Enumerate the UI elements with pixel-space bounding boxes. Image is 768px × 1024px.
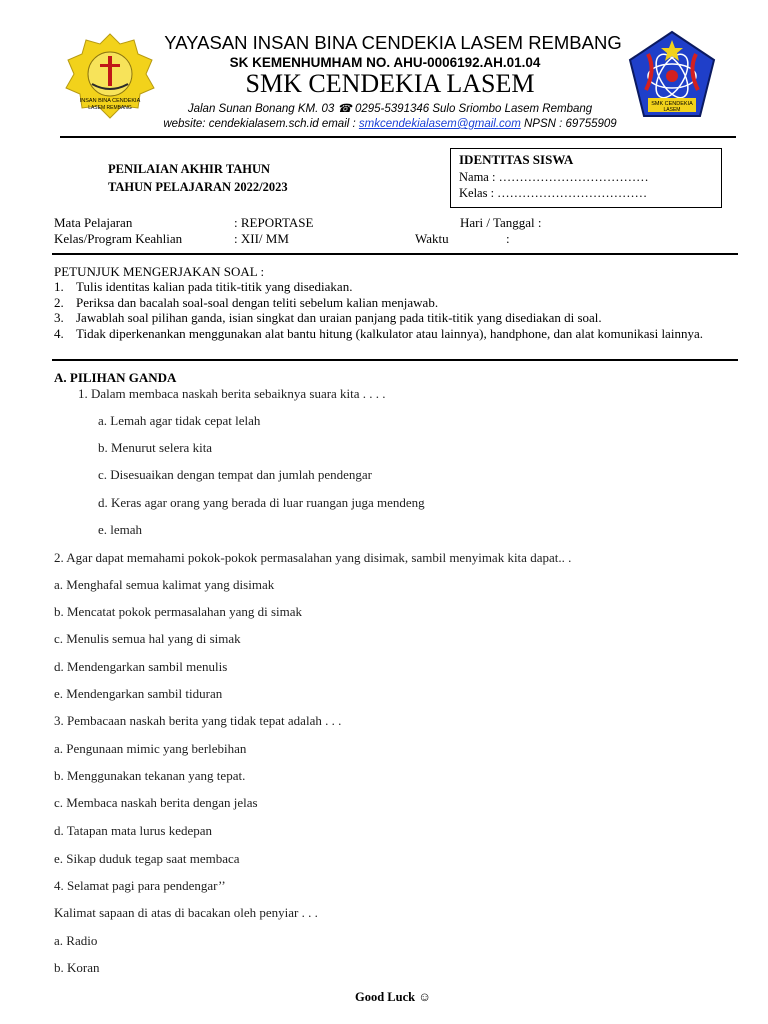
name-field[interactable]: Nama : ……………………………… [459, 170, 649, 184]
question-4-prompt: Kalimat sapaan di atas di bacakan oleh penyiar . . . [54, 905, 318, 920]
option-2b[interactable]: b. Mencatat pokok permasalahan yang di simak [54, 604, 303, 619]
program-value: : XII/ MM [234, 231, 289, 246]
option-2a[interactable]: a. Menghafal semua kalimat yang disimak [54, 577, 275, 592]
exam-year: TAHUN PELAJARAN 2022/2023 [108, 180, 288, 194]
instruction-number: 3. [54, 310, 64, 325]
email-link[interactable]: smkcendekialasem@gmail.com [358, 118, 521, 130]
exam-title: PENILAIAN AKHIR TAHUN [108, 162, 271, 176]
instruction-item [54, 279, 732, 295]
instruction-item [54, 326, 732, 342]
option-2e[interactable]: e. Mendengarkan sambil tiduran [54, 686, 223, 701]
option-1d[interactable]: d. Keras agar orang yang berada di luar ruangan juga mendeng [98, 495, 425, 510]
logo-right-text: SMK CENDEKIA [651, 101, 693, 107]
time-label: Waktu [415, 231, 449, 246]
time-colon: : [506, 231, 510, 246]
question-2: 2. Agar dapat memahami pokok-pokok permasalahan yang disimak, sambil menyimak kita dapat.. . [54, 550, 572, 565]
question-1: 1. Dalam membaca naskah berita sebaiknya suara kita . . . . [78, 386, 386, 401]
instruction-text: Periksa dan bacalah soal-soal dengan teliti sebelum kalian menjawab. [76, 294, 439, 310]
subject-label: Mata Pelajaran [54, 215, 133, 230]
option-1c[interactable]: c. Disesuaikan dengan tempat dan jumlah pendengar [98, 467, 372, 482]
logo-left-text: INSAN BINA CENDEKIA [79, 98, 141, 104]
option-3b[interactable]: b. Menggunakan tekanan yang tepat. [54, 768, 246, 783]
option-4a[interactable]: a. Radio [54, 933, 98, 948]
option-1a[interactable]: a. Lemah agar tidak cepat lelah [98, 413, 261, 428]
instruction-item [54, 310, 732, 326]
subject-value: : REPORTASE [234, 215, 314, 230]
website-text: website: cendekialasem.sch.id email : [163, 118, 359, 130]
date-label: Hari / Tanggal : [460, 215, 542, 230]
instruction-number: 1. [54, 279, 64, 294]
program-label: Kelas/Program Keahlian [54, 231, 183, 246]
section-a-title: A. PILIHAN GANDA [54, 370, 177, 385]
instruction-text: Jawablah soal pilihan ganda, isian singkat dan uraian panjang pada titik-titik yang disediakan di soal. [76, 310, 602, 325]
instruction-text: Tidak diperkenankan menggunakan alat bantu hitung (kalkulator atau lainnya), handphone, dan alat komunikasi lainnya. [76, 325, 703, 341]
instruction-text: Tulis identitas kalian pada titik-titik yang disediakan. [76, 279, 353, 294]
option-3e[interactable]: e. Sikap duduk tegap saat membaca [54, 851, 240, 866]
meta-divider [52, 253, 738, 255]
logo-left-sub: LASEM REMBANG [88, 105, 132, 111]
school-name: SMK CENDEKIA LASEM [245, 69, 535, 98]
option-4b[interactable]: b. Koran [54, 960, 100, 975]
school-address: Jalan Sunan Bonang KM. 03 ☎ 0295-5391346 Sulo Sriombo Lasem Rembang [187, 103, 593, 115]
option-1e[interactable]: e. lemah [98, 522, 143, 537]
question-3: 3. Pembacaan naskah berita yang tidak tepat adalah . . . [54, 713, 342, 728]
option-1b[interactable]: b. Menurut selera kita [98, 440, 213, 455]
option-3d[interactable]: d. Tatapan mata lurus kedepan [54, 823, 213, 838]
instructions-title: PETUNJUK MENGERJAKAN SOAL : [54, 264, 265, 279]
footer-good-luck: Good Luck ☺ [355, 990, 431, 1004]
npsn-text: NPSN : 69755909 [520, 118, 617, 130]
option-2c[interactable]: c. Menulis semua hal yang di simak [54, 631, 241, 646]
identity-title: IDENTITAS SISWA [459, 152, 574, 167]
decree-number: SK KEMENHUMHAM NO. AHU-0006192.AH.01.04 [229, 55, 541, 70]
question-4: 4. Selamat pagi para pendengar’’ [54, 878, 226, 893]
option-3c[interactable]: c. Membaca naskah berita dengan jelas [54, 795, 258, 810]
instruction-item [54, 295, 732, 311]
logo-right-sub: LASEM [663, 107, 681, 113]
instructions-divider [52, 359, 738, 361]
class-field[interactable]: Kelas : ……………………………… [459, 186, 648, 200]
option-2d[interactable]: d. Mendengarkan sambil menulis [54, 659, 228, 674]
instruction-number: 4. [54, 325, 64, 341]
contact-line [0, 118, 768, 130]
instruction-number: 2. [54, 294, 64, 310]
instructions-list [54, 279, 732, 341]
option-3a[interactable]: a. Pengunaan mimic yang berlebihan [54, 741, 247, 756]
letterhead-divider [60, 136, 736, 138]
foundation-name: YAYASAN INSAN BINA CENDEKIA LASEM REMBANG [164, 32, 622, 53]
student-identity-box [450, 148, 722, 208]
